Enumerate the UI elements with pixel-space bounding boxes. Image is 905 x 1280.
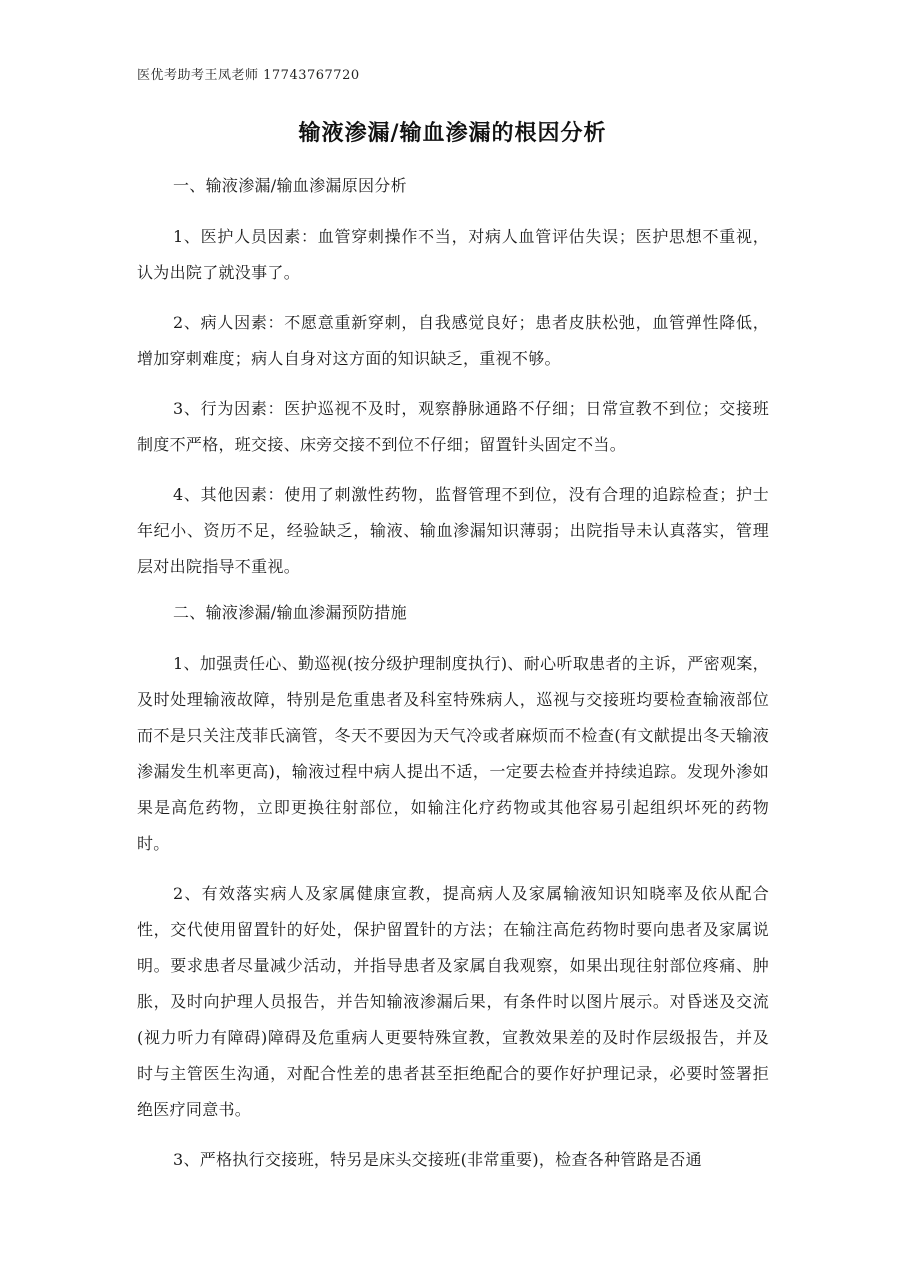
section-heading-causes: 一、输液渗漏/输血渗漏原因分析 xyxy=(173,176,407,195)
cause-paragraph-1: 1、医护人员因素：血管穿刺操作不当，对病人血管评估失误；医护思想不重视，认为出院了就没事了。 xyxy=(137,227,769,282)
header-note: 医优考助考王凤老师 17743767720 xyxy=(137,68,360,83)
cause-paragraph-4: 4、其他因素：使用了刺激性药物，监督管理不到位，没有合理的追踪检查；护士年纪小、资历不足，经验缺乏，输液、输血渗漏知识薄弱；出院指导未认真落实，管理层对出院指导不重视。 xyxy=(137,485,769,576)
prevention-paragraph-2: 2、有效落实病人及家属健康宣教，提高病人及家属输液知识知晓率及依从配合性，交代使用留置针的好处，保护留置针的方法；在输注高危药物时要向患者及家属说明。要求患者尽量减少活动，并指导患者及家属自我观察，如果出现往射部位疼痛、肿胀，及时向护理人员报告，并告知输液渗漏后果，有条件时以图片展示。对昏迷及交流(视力听力有障碍)障碍及危重病人更要特殊宣教，宣教效果差的及时作层级报告，并及时与主管医生沟通，对配合性差的患者甚至拒绝配合的要作好护理记录，必要时签署拒绝医疗同意书。 xyxy=(137,884,769,1119)
document-title: 输液渗漏/输血渗漏的根因分析 xyxy=(298,120,607,146)
document-body xyxy=(137,172,769,1192)
cause-paragraph-2: 2、病人因素：不愿意重新穿刺，自我感觉良好；患者皮肤松弛，血管弹性降低，增加穿刺难度；病人自身对这方面的知识缺乏，重视不够。 xyxy=(137,313,769,368)
prevention-paragraph-1: 1、加强责任心、勤巡视(按分级护理制度执行)、耐心听取患者的主诉，严密观案，及时处理输液故障，特别是危重患者及科室特殊病人，巡视与交接班均要检查输液部位而不是只关注茂菲氏滴管，冬天不要因为天气冷或者麻烦而不检查(有文献提出冬天输液渗漏发生机率更高)，输液过程中病人提出不适，一定要去检查并持续追踪。发现外渗如果是高危药物，立即更换往射部位，如输注化疗药物或其他容易引起组织坏死的药物时。 xyxy=(137,654,769,853)
cause-paragraph-3: 3、行为因素：医护巡视不及时，观察静脉通路不仔细；日常宣教不到位；交接班制度不严格，班交接、床旁交接不到位不仔细；留置针头固定不当。 xyxy=(137,399,769,454)
prevention-paragraph-3: 3、严格执行交接班，特另是床头交接班(非常重要)，检查各种管路是否通 xyxy=(173,1150,702,1169)
section-heading-prevention: 二、输液渗漏/输血渗漏预防措施 xyxy=(173,603,407,622)
